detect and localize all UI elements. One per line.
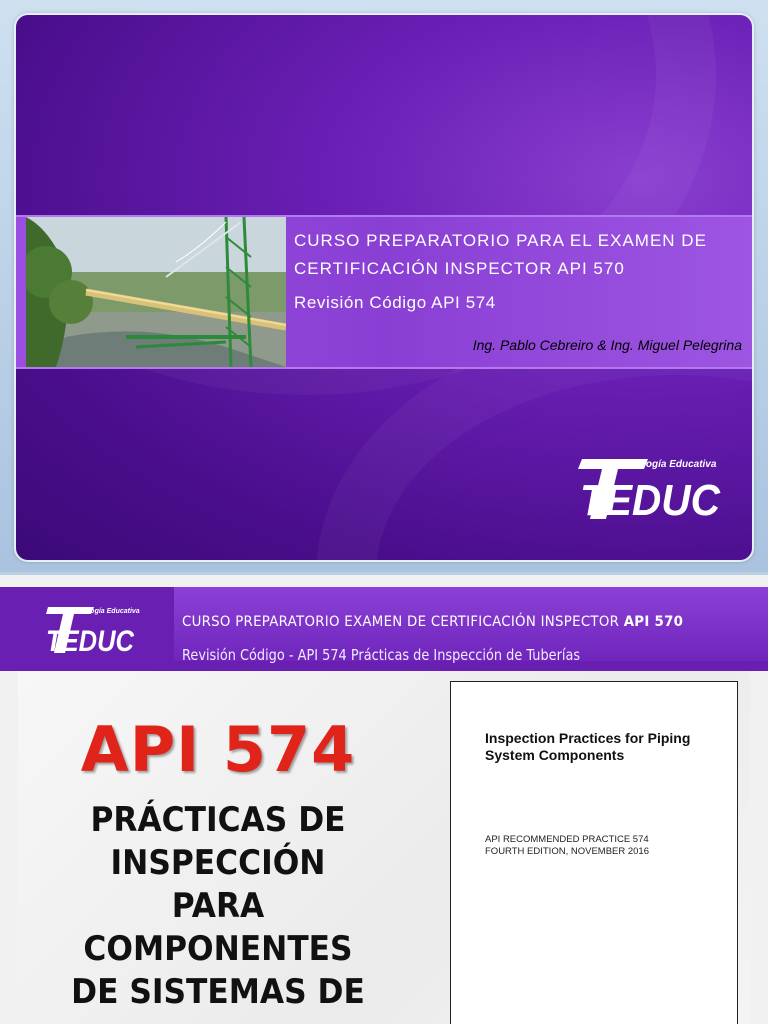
teduc-logo [578,455,728,525]
subtitle-line: PARA [171,886,265,926]
logo-tagline: Tecnología Educativa [68,608,140,615]
teduc-logo [44,603,144,659]
pipeline-photo [26,217,286,367]
document-title: Inspection Practices for Piping System Components [485,730,691,763]
authors: Ing. Pablo Cebreiro & Ing. Miguel Pelegrina [472,337,742,353]
subtitle-line: PRÁCTICAS DE [90,800,346,840]
document-meta-line: API RECOMMENDED PRACTICE 574 [485,834,649,845]
title-band [16,215,752,369]
header-logo-box [0,587,174,671]
course-title: CURSO PREPARATORIO PARA EL EXAMEN DE CERTIFICACIÓN INSPECTOR API 570 [294,231,707,278]
logo-text: TEDUC [46,625,136,658]
review-title: Revisión Código API 574 [294,293,496,312]
subtitle [34,799,402,1014]
title-slide [16,15,752,560]
header-course-text: CURSO PREPARATORIO EXAMEN DE CERTIFICACIÓN INSPECTOR [182,614,620,630]
subtitle-line: INSPECCIÓN [110,843,326,883]
logo-text: TEDUC [580,476,722,525]
document-meta-line: FOURTH EDITION, NOVEMBER 2016 [485,846,649,857]
document-cover [450,681,738,1024]
logo-tagline: Tecnología Educativa [614,459,717,470]
subtitle-line: DE SISTEMAS DE [71,972,365,1012]
content-slide [0,575,768,1024]
header-subtitle: Revisión Código - API 574 Prácticas de Inspección de Tuberías [182,646,581,664]
slide-body [18,671,750,1024]
subtitle-line: COMPONENTES [83,929,353,969]
header-course-code: API 570 [623,614,684,630]
document-meta [485,834,649,858]
header-course-line [182,614,683,630]
api-title: API 574 [80,713,356,786]
